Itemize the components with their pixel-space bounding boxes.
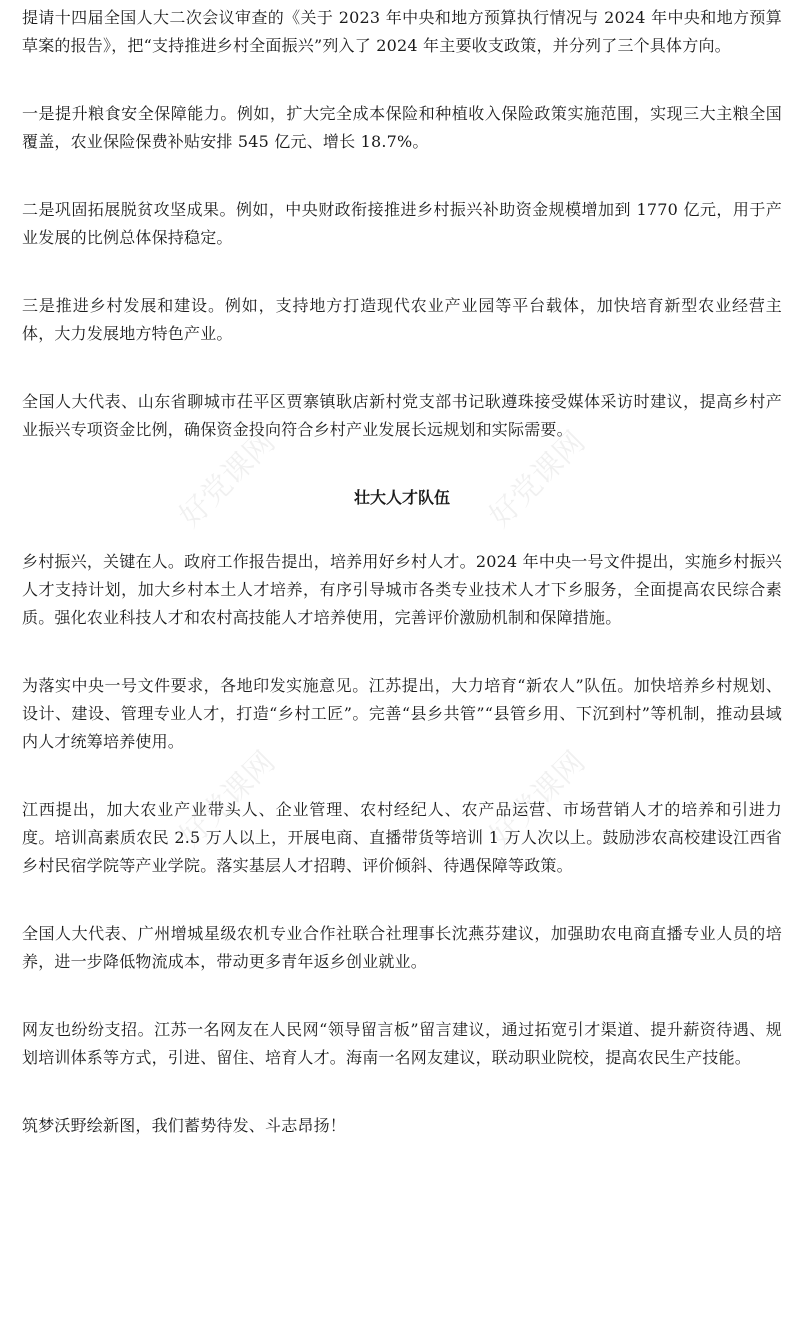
paragraph-closing: 筑梦沃野绘新图，我们蓄势待发、斗志昂扬！ <box>22 1116 347 1135</box>
paragraph-talent-key: 乡村振兴，关键在人。政府工作报告提出，培养用好乡村人才。2024 年中央一号文件提出，实施乡村振兴人才支持计划，加大乡村本土人才培养，有序引导城市各类专业技术人才下乡服务，全面提高农民综合素质。强化农业科技人才和农村高技能人才培养使用，完善评价激励机制和保障措施。 <box>22 552 782 627</box>
paragraph-jiangxi: 江西提出，加大农业产业带头人、企业管理、农村经纪人、农产品运营、市场营销人才的培养和引进力度。培训高素质农民 2.5 万人以上，开展电商、直播带货等培训 1 万人次以上。鼓励涉农高校建设江西省乡村民宿学院等产业学院。落实基层人才招聘、评价倾斜、待遇保障等政策。 <box>22 800 782 875</box>
paragraph-netizens: 网友也纷纷支招。江苏一名网友在人民网“领导留言板”留言建议，通过拓宽引才渠道、提升薪资待遇、规划培训体系等方式，引进、留住、培育人才。海南一名网友建议，联动职业院校，提高农民生产技能。 <box>22 1020 782 1067</box>
document-body <box>22 4 782 1180</box>
paragraph-rural-development: 三是推进乡村发展和建设。例如，支持地方打造现代农业产业园等平台载体，加快培育新型农业经营主体，大力发展地方特色产业。 <box>22 296 782 343</box>
section-heading: 壮大人才队伍 <box>353 488 450 507</box>
paragraph-budget-report: 提请十四届全国人大二次会议审查的《关于 2023 年中央和地方预算执行情况与 2024 年中央和地方预算草案的报告》，把“支持推进乡村全面振兴”列入了 2024 年主要收支政策，并分列了三个具体方向。 <box>22 8 782 55</box>
watermark-text: 好党课网 <box>482 424 593 535</box>
watermark-text: 好党课网 <box>172 424 283 535</box>
watermark-text: 好党课网 <box>172 744 283 855</box>
paragraph-deputy-shandong: 全国人大代表、山东省聊城市茌平区贾寨镇耿店新村党支部书记耿遵珠接受媒体采访时建议，提高乡村产业振兴专项资金比例，确保资金投向符合乡村产业发展长远规划和实际需要。 <box>22 392 782 439</box>
paragraph-poverty-alleviation: 二是巩固拓展脱贫攻坚成果。例如，中央财政衔接推进乡村振兴补助资金规模增加到 1770 亿元，用于产业发展的比例总体保持稳定。 <box>22 200 782 247</box>
paragraph-food-security: 一是提升粮食安全保障能力。例如，扩大完全成本保险和种植收入保险政策实施范围，实现三大主粮全国覆盖，农业保险保费补贴安排 545 亿元、增长 18.7%。 <box>22 104 782 151</box>
paragraph-jiangsu: 为落实中央一号文件要求，各地印发实施意见。江苏提出，大力培育“新农人”队伍。加快培养乡村规划、设计、建设、管理专业人才，打造“乡村工匠”。完善“县乡共管”“县管乡用、下沉到村”等机制，推动县域内人才统筹培养使用。 <box>22 676 782 751</box>
watermark-text: 好党课网 <box>482 744 593 855</box>
paragraph-deputy-guangzhou: 全国人大代表、广州增城星级农机专业合作社联合社理事长沈燕芬建议，加强助农电商直播专业人员的培养，进一步降低物流成本，带动更多青年返乡创业就业。 <box>22 924 782 971</box>
